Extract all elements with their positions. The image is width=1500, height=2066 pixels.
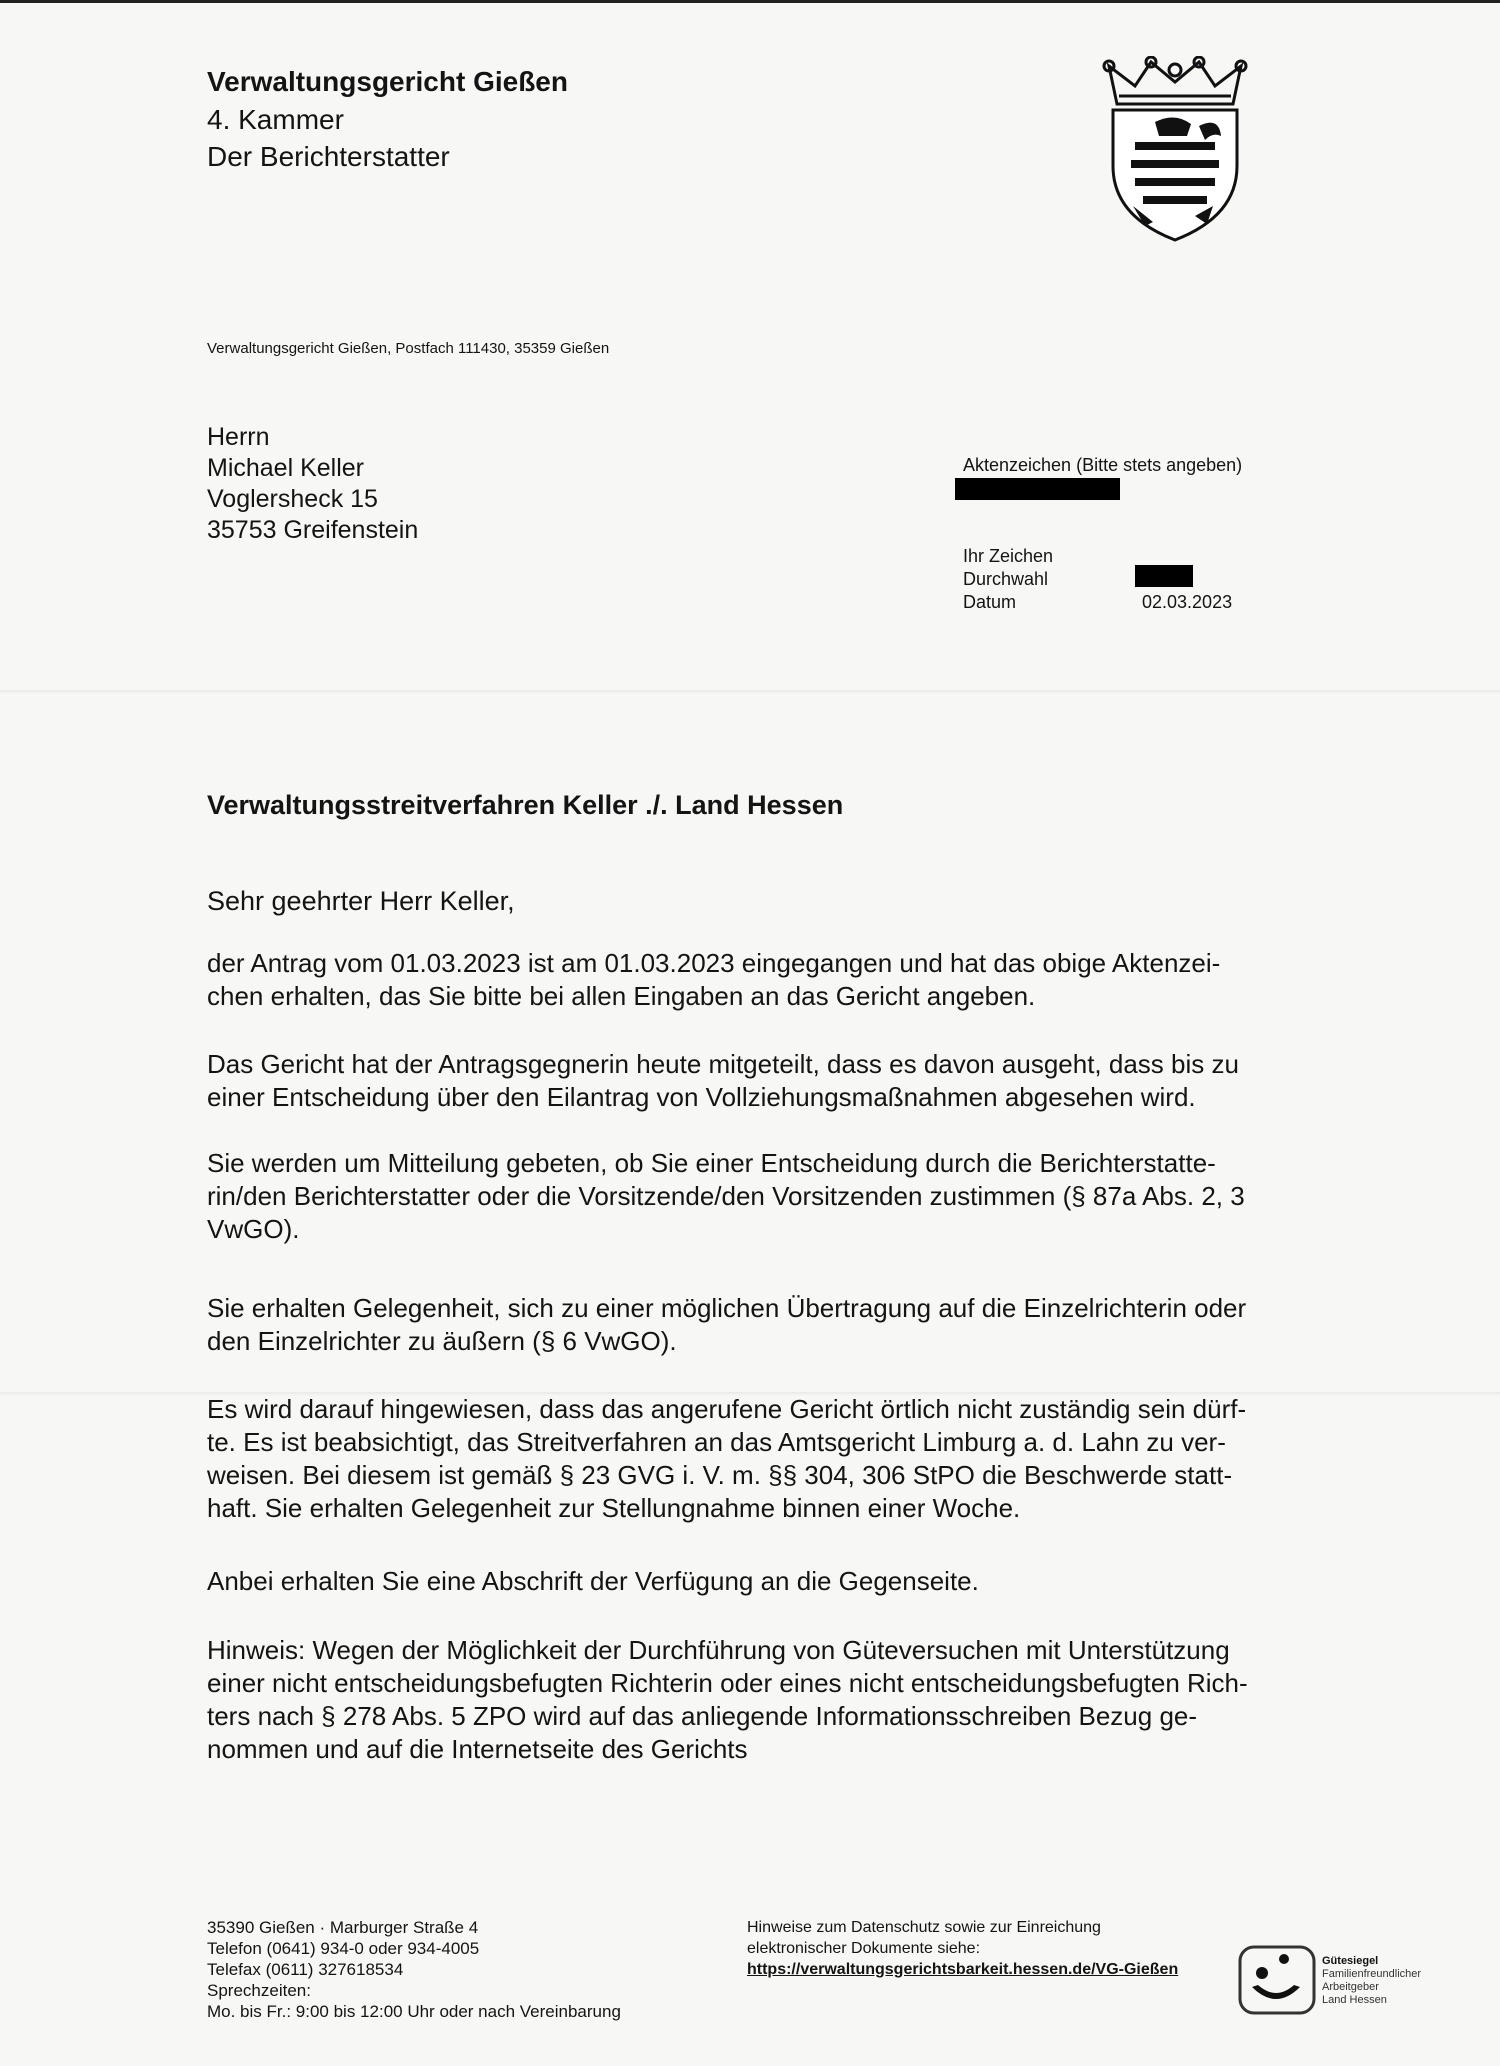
body-line: Hinweis: Wegen der Möglichkeit der Durchführung von Güteversuchen mit Unterstützung (207, 1635, 1230, 1665)
body-line: einer nicht entscheidungsbefugten Richterin oder eines nicht entscheidungsbefugten Rich- (207, 1668, 1248, 1698)
recipient-address (207, 422, 418, 546)
greeting: Sehr geehrter Herr Keller, (207, 886, 515, 916)
body-paragraph (207, 1565, 1422, 1598)
body-paragraph (207, 1147, 1422, 1246)
body-line: der Antrag vom 01.03.2023 ist am 01.03.2023 eingegangen und hat das obige Aktenzei- (207, 948, 1221, 978)
body-line: Sie erhalten Gelegenheit, sich zu einer möglichen Übertragung auf die Einzelrichterin oder (207, 1293, 1247, 1323)
body-paragraph (207, 1393, 1422, 1525)
subject-line: Verwaltungsstreitverfahren Keller ./. Land Hessen (207, 790, 844, 820)
badge-line: Arbeitgeber (1322, 1981, 1379, 1993)
footer-contact (207, 1917, 621, 2022)
footer-telefon: Telefon (0641) 934-0 oder 934-4005 (207, 1939, 480, 1958)
smiley-logo-icon (1238, 1945, 1316, 2015)
durchwahl-label: Durchwahl (963, 569, 1049, 589)
footer-datenschutz (747, 1917, 1178, 1980)
datum-label: Datum (963, 592, 1017, 612)
hessen-coat-of-arms-icon (1095, 56, 1255, 246)
body-paragraph (207, 947, 1422, 1013)
court-name: Verwaltungsgericht Gießen (207, 66, 568, 97)
redacted-durchwahl (1135, 565, 1193, 587)
body-line: Das Gericht hat der Antragsgegnerin heute mitgeteilt, dass es davon ausgeht, dass bis zu (207, 1049, 1239, 1079)
redacted-aktenzeichen (955, 478, 1120, 500)
body-line: te. Es ist beabsichtigt, das Streitverfahren an das Amtsgericht Limburg a. d. Lahn zu ver- (207, 1427, 1226, 1457)
role: Der Berichterstatter (207, 141, 450, 172)
body-line: weisen. Bei diesem ist gemäß § 23 GVG i. V. m. §§ 304, 306 StPO die Beschwerde statt- (207, 1460, 1233, 1490)
sender-return-address: Verwaltungsgericht Gießen, Postfach 111430, 35359 Gießen (207, 340, 610, 357)
family-friendly-employer-badge (1238, 1945, 1438, 2015)
body-line: Es wird darauf hingewiesen, dass das angerufene Gericht örtlich nicht zuständig sein dürf- (207, 1394, 1247, 1424)
chamber: 4. Kammer (207, 104, 344, 135)
fold-line (0, 690, 1500, 694)
recipient-salutation: Herrn (207, 423, 270, 451)
body-line: rin/den Berichterstatter oder die Vorsitzende/den Vorsitzenden zustimmen (§ 87a Abs. 2, 3 (207, 1181, 1245, 1211)
body-line: chen erhalten, das Sie bitte bei allen Eingaben an das Gericht angeben. (207, 981, 1036, 1011)
body-line: den Einzelrichter zu äußern (§ 6 VwGO). (207, 1326, 677, 1356)
datenschutz-line: Hinweise zum Datenschutz sowie zur Einreichung (747, 1919, 1101, 1936)
aktenzeichen-label: Aktenzeichen (Bitte stets angeben) (963, 455, 1243, 475)
footer-telefax: Telefax (0611) 327618534 (207, 1960, 404, 1979)
badge-line: Land Hessen (1322, 1994, 1387, 2006)
badge-line: Gütesiegel (1322, 1955, 1379, 1967)
datenschutz-line: elektronischer Dokumente siehe: (747, 1940, 981, 1957)
footer-sprechzeiten: Mo. bis Fr.: 9:00 bis 12:00 Uhr oder nach Vereinbarung (207, 2002, 621, 2021)
footer-sprechzeiten-label: Sprechzeiten: (207, 1981, 311, 2000)
body-line: nommen und auf die Internetseite des Gerichts (207, 1734, 748, 1764)
recipient-street: Voglersheck 15 (207, 485, 378, 513)
datum-value: 02.03.2023 (1142, 592, 1233, 612)
body-line: Anbei erhalten Sie eine Abschrift der Verfügung an die Gegenseite. (207, 1566, 979, 1596)
body-line: VwGO). (207, 1214, 300, 1244)
body-line: Sie werden um Mitteilung gebeten, ob Sie einer Entscheidung durch die Berichterstatte- (207, 1148, 1216, 1178)
badge-line: Familienfreundlicher (1322, 1968, 1422, 1980)
body-paragraph (207, 1048, 1422, 1114)
body-paragraph (207, 1292, 1422, 1358)
recipient-city: 35753 Greifenstein (207, 516, 419, 544)
court-website-link[interactable]: https://verwaltungsgerichtsbarkeit.hessen.de/VG-Gießen (747, 1961, 1179, 1978)
body-line: einer Entscheidung über den Eilantrag von Vollziehungsmaßnahmen abgesehen wird. (207, 1082, 1196, 1112)
recipient-name: Michael Keller (207, 454, 365, 482)
body-line: ters nach § 278 Abs. 5 ZPO wird auf das anliegende Informationsschreiben Bezug ge- (207, 1701, 1198, 1731)
top-border (0, 0, 1500, 3)
body-paragraph (207, 1634, 1422, 1766)
body-line: haft. Sie erhalten Gelegenheit zur Stellungnahme binnen einer Woche. (207, 1493, 1021, 1523)
badge-text (1322, 1955, 1421, 2007)
footer-address: 35390 Gießen · Marburger Straße 4 (207, 1918, 479, 1937)
ihr-zeichen-label: Ihr Zeichen (963, 546, 1054, 566)
